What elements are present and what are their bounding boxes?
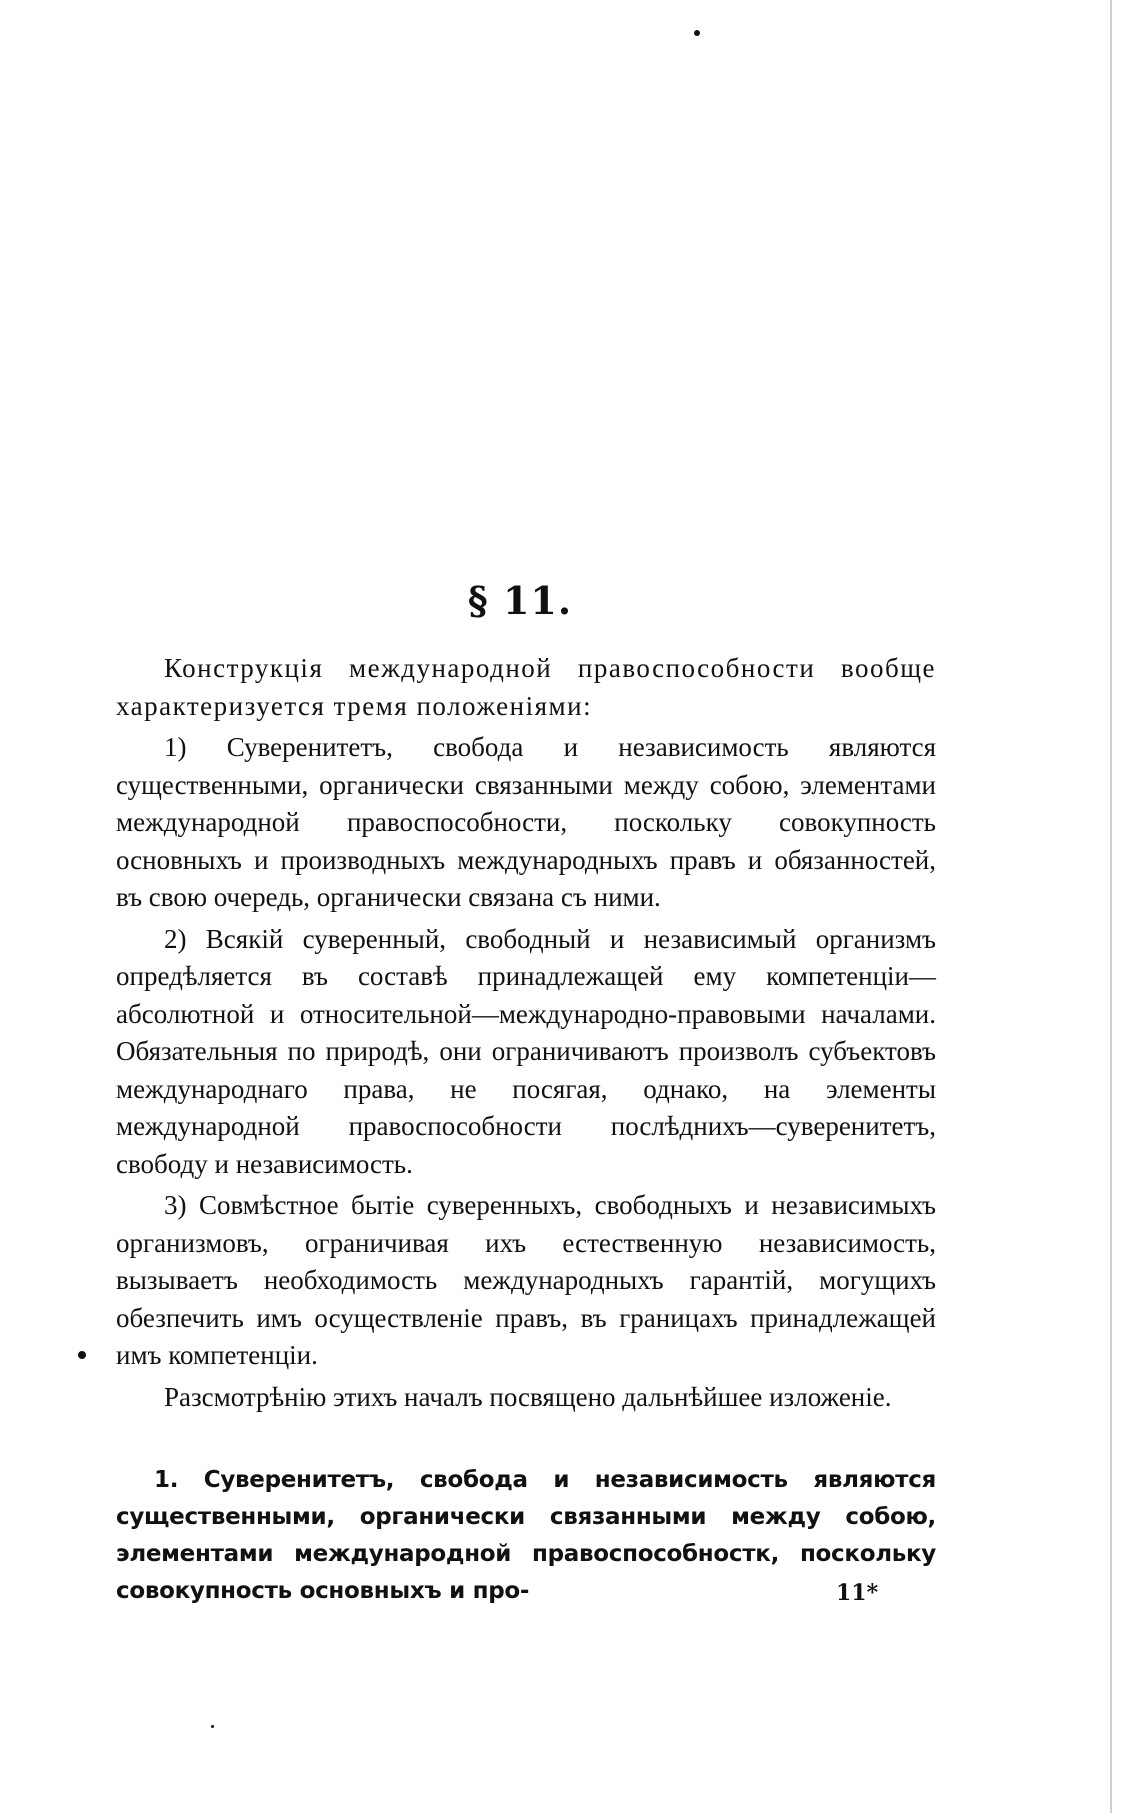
body-text (116, 650, 936, 1416)
page-edge-line (1110, 0, 1112, 1813)
paragraph-point-3: 3) Совмѣстное бытіе суверенныхъ, свободныхъ и независимыхъ организмовъ, ограничивая ихъ естественную независимость, вызываетъ необходимость международныхъ гарантій, могущихъ обезпечить имъ осуществленіе правъ, въ границахъ принадлежащей имъ компетенціи. (116, 1190, 936, 1370)
ink-speck (694, 30, 700, 36)
paragraph-point-1: 1) Суверенитетъ, свобода и независимость являются существенными, органически связанными между собою, элементами международной правоспособности, поскольку совокупность основныхъ и производныхъ международныхъ правъ и обязанностей, въ свою очередь, органически связана съ ними. (116, 732, 936, 912)
ink-speck (78, 1351, 86, 1359)
paragraph-outro: Разсмотрѣнію этихъ началъ посвящено дальнѣйшее изложеніе. (164, 1381, 892, 1412)
bold-paragraph: 1. Суверенитетъ, свобода и независимость являются существенными, органически связанными между собою, элементами международной правоспособностк, поскольку совокупность основныхъ и про- (116, 1467, 936, 1604)
paragraph-point-2: 2) Всякій суверенный, свободный и независимый организмъ опредѣляется въ составѣ принадлежащей ему компетенціи—абсолютной и относительной—международно-правовыми началами. Обязательныя по природѣ, они ограничиваютъ произволъ субъектовъ международнаго права, не посягая, однако, на элементы международной правоспособности послѣднихъ—суверенитетъ, свободу и независимость. (116, 923, 936, 1179)
ink-speck (211, 1725, 214, 1728)
section-heading: § 11. (467, 578, 573, 623)
bold-subsection (116, 1462, 936, 1610)
signature-mark: 11* (836, 1580, 879, 1606)
paragraph-intro: Конструкція международной правоспособности вообще характеризуется тремя положеніями: (116, 653, 936, 721)
